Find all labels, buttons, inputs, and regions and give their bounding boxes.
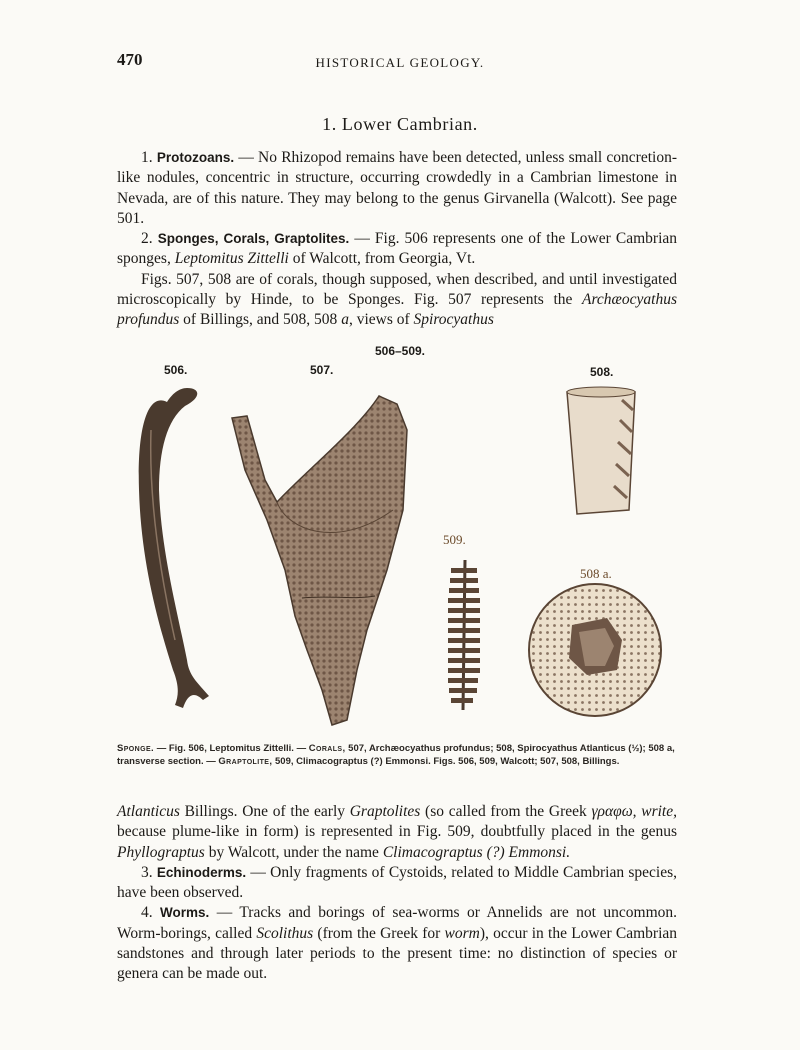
para-text: by Walcott, under the name: [204, 843, 383, 861]
para-text: ), occur in the Lower Cambrian sandstones and through later periods to the present time: no distinction of species or genera can be made out.: [117, 924, 678, 983]
para-number: 3.: [141, 863, 153, 881]
taxon-name: Climacograptus (?) Emmonsi.: [382, 843, 571, 861]
figure-label-507: 507.: [310, 363, 334, 377]
paragraph-worms: [117, 903, 677, 984]
figure-ref: a: [341, 311, 349, 329]
para-text: of Billings, and 508, 508: [179, 311, 342, 329]
caption-graptolite-label: Graptolite,: [218, 756, 273, 767]
para-heading: Worms.: [160, 905, 210, 921]
para-text: of Walcott, from Georgia, Vt.: [288, 250, 476, 268]
taxon-name: Spirocyathus: [413, 311, 494, 329]
paragraph-corals: [117, 270, 677, 331]
caption-text: — Fig. 506, Leptomitus Zittelli. —: [154, 743, 309, 754]
taxon-name: Phyllograptus: [117, 843, 205, 861]
fossil-plate-illustration: [117, 370, 677, 732]
figure-label-508a: 508 a.: [580, 566, 612, 581]
taxon-name: Scolithus: [256, 924, 314, 942]
running-head: HISTORICAL GEOLOGY.: [315, 55, 485, 70]
taxon-name: Atlanticus: [117, 803, 180, 820]
page-number: 470: [117, 50, 143, 69]
para-text: Billings. One of the early: [179, 803, 350, 820]
greek-word: γραφω, write,: [591, 803, 677, 820]
para-number: 2.: [141, 230, 153, 248]
italic-word: worm: [444, 924, 480, 942]
paragraph-graptolites: [117, 802, 677, 863]
para-text: — Tracks and borings of sea-worms or Annelids are not uncommon. Worm-borings, called: [117, 904, 678, 942]
para-text: (from the Greek for: [313, 924, 445, 942]
paragraph-sponges: [117, 229, 677, 270]
taxon-name: Leptomitus Zittelli: [174, 250, 289, 268]
para-text: , views of: [348, 311, 414, 329]
figure-label-506: 506.: [164, 363, 188, 377]
figure-label-508: 508.: [590, 365, 614, 379]
caption-corals-label: Corals,: [308, 743, 346, 754]
paragraph-echinoderms: [117, 863, 677, 904]
caption-text: 509, Climacograptus (?) Emmonsi. Figs. 506, 509, Walcott; 507, 508, Billings.: [272, 756, 620, 767]
para-text: because plume-like in form) is represented in Fig. 509, doubtfully placed in the genus: [117, 823, 677, 841]
body-top: [117, 148, 677, 331]
para-number: 4.: [141, 904, 153, 922]
fossil-509-graptolite: [448, 560, 480, 710]
section-number: 1.: [322, 114, 337, 134]
fossil-506-sponge: [139, 388, 209, 708]
figure-caption: [117, 742, 677, 768]
fossil-508a-transverse-section: [529, 584, 661, 716]
para-heading: Echinoderms.: [156, 864, 247, 880]
para-heading: Protozoans.: [156, 150, 235, 165]
para-text: Figs. 507, 508 are of corals, though supposed, when described, and until investigated microscopically by Hinde, to be Sponges. Fig. 507 represents the: [117, 270, 677, 309]
para-text: — No Rhizopod remains have been detected, unless small concretion-like nodules, concentric in structure, occurring crowdedly in a Cambrian limestone in Nevada, are of this nature. They may belong to the genus Girvanella (Walcott). See page 501.: [117, 149, 677, 227]
para-text: (so called from the Greek: [420, 803, 592, 820]
taxon-name: Archæocyathus profundus: [117, 291, 677, 329]
para-text: — Fig. 506 represents one of the Lower Cambrian sponges,: [117, 230, 678, 268]
figure-label-509: 509.: [443, 532, 466, 547]
fossil-507-coral: [232, 396, 407, 725]
paragraph-protozoans: [117, 148, 677, 229]
fossil-508-coral-side: [567, 387, 635, 514]
body-bottom: [117, 802, 677, 985]
para-number: 1.: [141, 149, 153, 166]
para-text: — Only fragments of Cystoids, related to Middle Cambrian species, have been observed.: [117, 863, 678, 902]
section-title: [0, 114, 800, 135]
caption-text: 507, Archæocyathus profundus; 508, Spirocyathus Atlanticus (½); 508 a, transverse section. —: [117, 743, 675, 767]
para-heading: Sponges, Corals, Graptolites.: [157, 231, 350, 247]
caption-sponge-label: Sponge.: [117, 743, 155, 754]
figure-range-label: 506–509.: [374, 344, 426, 358]
section-title-text: Lower Cambrian.: [341, 114, 478, 134]
taxon-name: Graptolites: [349, 803, 421, 820]
